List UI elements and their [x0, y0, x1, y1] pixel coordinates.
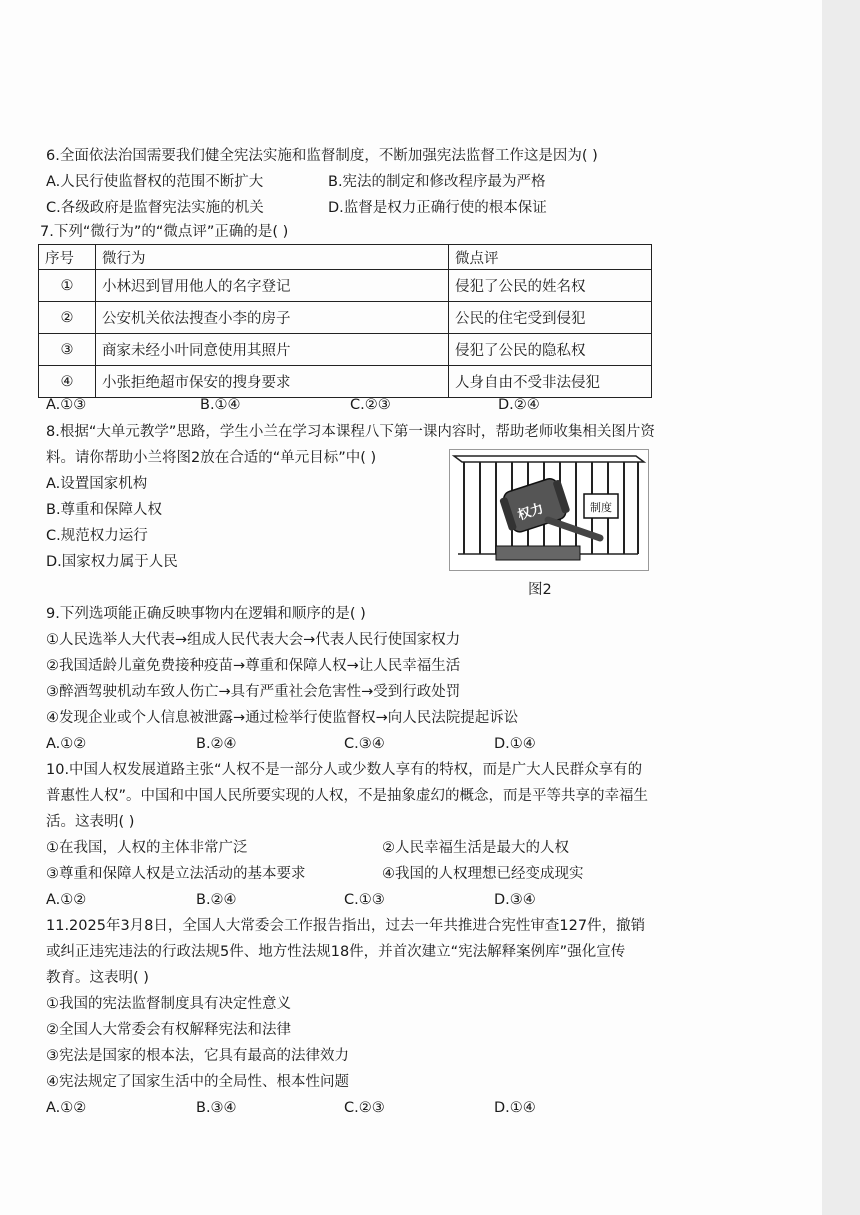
q10-stem-line1: 10.中国人权发展道路主张“人权不是一部分人或少数人享有的特权，而是广大人民群众享有的 — [46, 762, 643, 778]
q11-stem-line3: 教育。这表明( ) — [46, 970, 149, 986]
q11-item-2: ②全国人大常委会有权解释宪法和法律 — [46, 1022, 291, 1038]
table-row — [39, 302, 652, 334]
q11-stem-line2: 或纠正违宪违法的行政法规5件、地方性法规18件，并首次建立“宪法解释案例库”强化宣传 — [46, 944, 626, 960]
q9-item-4: ④发现企业或个人信息被泄露→通过检举行使监督权→向人民法院提起诉讼 — [46, 710, 519, 726]
q6-option-c: C.各级政府是监督宪法实施的机关 — [46, 200, 264, 216]
header-cell: 微点评 — [449, 245, 652, 270]
table-cell: ③ — [39, 334, 96, 366]
q8-option-b: B.尊重和保障人权 — [46, 502, 163, 518]
q11-option-c: C.②③ — [344, 1100, 385, 1116]
scroll-gutter — [822, 0, 860, 1215]
table-cell: 侵犯了公民的姓名权 — [449, 270, 652, 302]
q7-option-d: D.②④ — [498, 397, 540, 413]
q10-option-a: A.①② — [46, 892, 87, 908]
q9-option-b: B.②④ — [196, 736, 237, 752]
q6-option-a: A.人民行使监督权的范围不断扩大 — [46, 174, 264, 190]
q11-item-4: ④宪法规定了国家生活中的全局性、根本性问题 — [46, 1074, 349, 1090]
header-cell: 微行为 — [96, 245, 449, 270]
q10-item-4: ④我国的人权理想已经变成现实 — [382, 866, 584, 882]
q7-option-c: C.②③ — [350, 397, 391, 413]
q11-option-b: B.③④ — [196, 1100, 237, 1116]
q9-item-2: ②我国适龄儿童免费接种疫苗→尊重和保障人权→让人民幸福生活 — [46, 658, 461, 674]
q8-option-a: A.设置国家机构 — [46, 476, 148, 492]
table-cell: 公安机关依法搜查小李的房子 — [96, 302, 449, 334]
q10-option-d: D.③④ — [494, 892, 536, 908]
q9-option-c: C.③④ — [344, 736, 385, 752]
table-row — [39, 334, 652, 366]
q9-option-a: A.①② — [46, 736, 87, 752]
table-cell: 公民的住宅受到侵犯 — [449, 302, 652, 334]
q9-stem: 9.下列选项能正确反映事物内在逻辑和顺序的是( ) — [46, 606, 366, 622]
q6-option-b: B.宪法的制定和修改程序最为严格 — [328, 174, 546, 190]
q11-item-1: ①我国的宪法监督制度具有决定性意义 — [46, 996, 291, 1012]
sign-label: 制度 — [590, 501, 612, 514]
q10-stem-line2: 普惠性人权”。中国和中国人民所要实现的人权，不是抽象虚幻的概念，而是平等共享的幸福生 — [46, 788, 649, 804]
q7-option-a: A.①③ — [46, 397, 87, 413]
table-cell: 人身自由不受非法侵犯 — [449, 366, 652, 398]
table-cell: 侵犯了公民的隐私权 — [449, 334, 652, 366]
table-cell: ② — [39, 302, 96, 334]
header-cell: 序号 — [39, 245, 96, 270]
q11-stem-line1: 11.2025年3月8日，全国人大常委会工作报告指出，过去一年共推进合宪性审查127件，撤销 — [46, 918, 646, 934]
table-cell: 小林迟到冒用他人的名字登记 — [96, 270, 449, 302]
table-cell: 小张拒绝超市保安的搜身要求 — [96, 366, 449, 398]
q10-option-c: C.①③ — [344, 892, 385, 908]
q10-item-3: ③尊重和保障人权是立法活动的基本要求 — [46, 866, 306, 882]
q11-option-a: A.①② — [46, 1100, 87, 1116]
q9-item-3: ③醉酒驾驶机动车致人伤亡→具有严重社会危害性→受到行政处罚 — [46, 684, 461, 700]
q9-item-1: ①人民选举人大代表→组成人民代表大会→代表人民行使国家权力 — [46, 632, 461, 648]
table-row — [39, 270, 652, 302]
q7-stem: 7.下列“微行为”的“微点评”正确的是( ) — [40, 224, 289, 240]
table-cell: 商家未经小叶同意使用其照片 — [96, 334, 449, 366]
q11-option-d: D.①④ — [494, 1100, 536, 1116]
q11-item-3: ③宪法是国家的根本法，它具有最高的法律效力 — [46, 1048, 349, 1064]
q7-option-b: B.①④ — [200, 397, 241, 413]
table-header-row — [39, 245, 652, 270]
q10-stem-line3: 活。这表明( ) — [46, 814, 135, 830]
q8-stem-line2: 料。请你帮助小兰将图2放在合适的“单元目标”中( ) — [46, 450, 377, 466]
q9-option-d: D.①④ — [494, 736, 536, 752]
cage-gavel-illustration — [450, 450, 648, 570]
q6-stem: 6.全面依法治国需要我们健全宪法实施和监督制度，不断加强宪法监督工作这是因为( ) — [46, 148, 598, 164]
q10-item-1: ①在我国，人权的主体非常广泛 — [46, 840, 248, 856]
figure-caption: 图2 — [528, 582, 552, 598]
q7-table — [38, 244, 652, 398]
q6-option-d: D.监督是权力正确行使的根本保证 — [328, 200, 547, 216]
figure-2-cartoon — [449, 449, 649, 571]
q8-option-c: C.规范权力运行 — [46, 528, 148, 544]
q10-item-2: ②人民幸福生活是最大的人权 — [382, 840, 569, 856]
table-row — [39, 366, 652, 398]
q8-option-d: D.国家权力属于人民 — [46, 554, 178, 570]
q10-option-b: B.②④ — [196, 892, 237, 908]
table-cell: ① — [39, 270, 96, 302]
gavel-label: 权力 — [516, 501, 546, 524]
q8-stem-line1: 8.根据“大单元教学”思路，学生小兰在学习本课程八下第一课内容时，帮助老师收集相关图片资 — [46, 424, 655, 440]
table-cell: ④ — [39, 366, 96, 398]
